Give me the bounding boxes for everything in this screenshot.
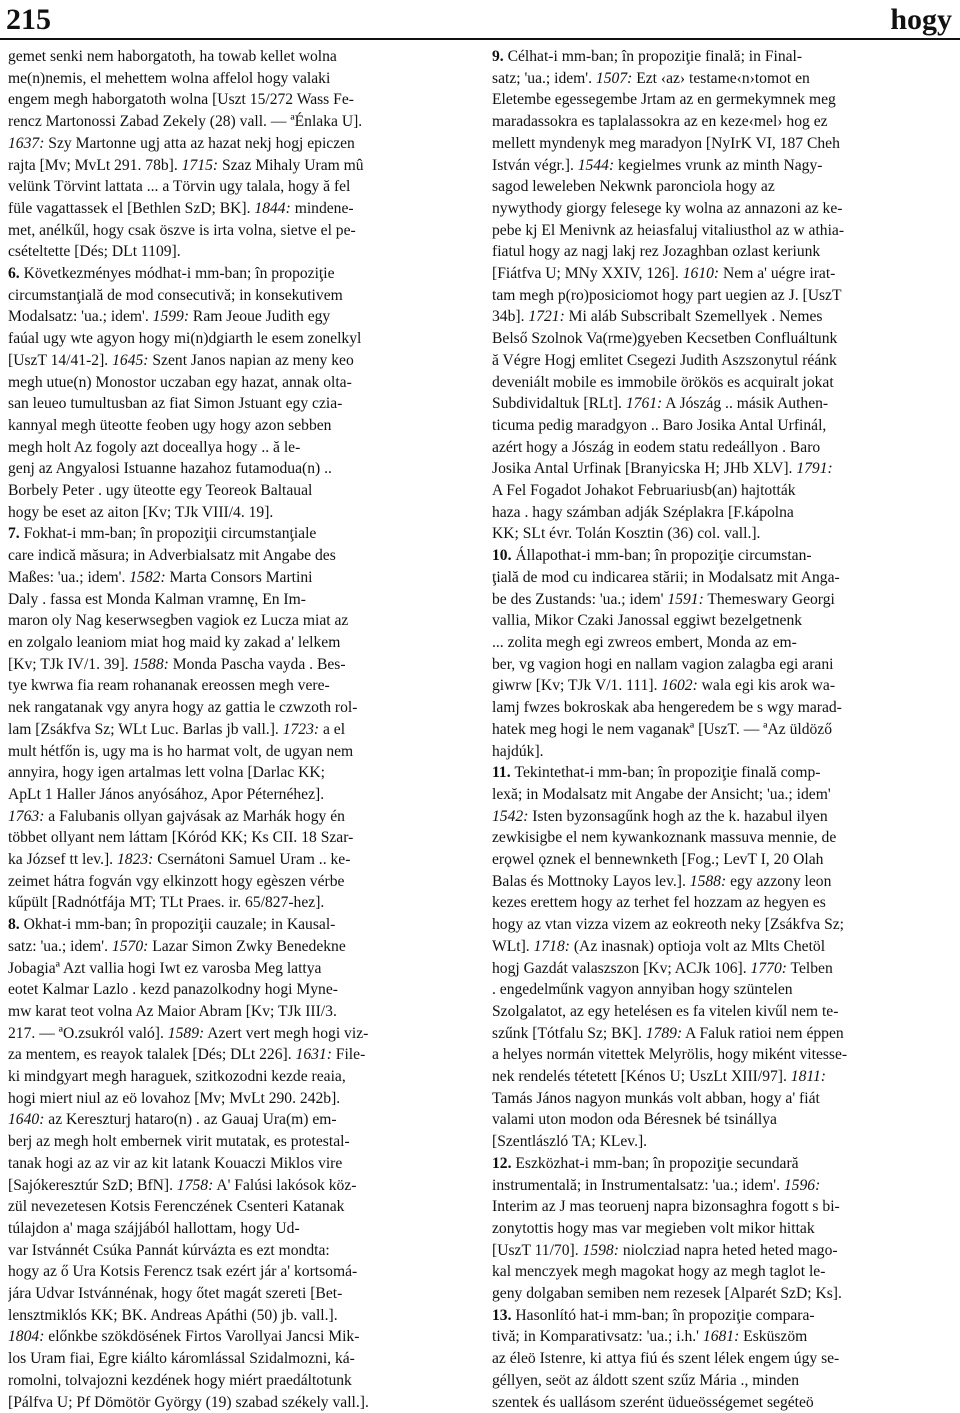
left-column-line: füle vagattassek el [Bethlen SzD; BK]. 1844: mindene- xyxy=(8,199,354,217)
right-column-line: pebe kj El Menivnk az heiasfaluj vitaliusthol az w athia- xyxy=(492,221,845,239)
left-column-line: faúal ugy wte agyon hogy mi(n)dgiarth le esem zonelkyl xyxy=(8,330,362,348)
right-column-line: ... zolita megh egi zwreos embert, Monda az em- xyxy=(492,633,797,651)
left-column-line: lensztmiklós KK; BK. Andreas Apáthi (50) jb. vall.]. xyxy=(8,1306,338,1324)
right-column-line: szűnk [Tótfalu Sz; BK]. 1789: A Faluk ratioi nem éppen xyxy=(492,1024,844,1042)
left-column-line: megh holt Az fogoly azt doceallya hogy .. ă le- xyxy=(8,438,301,456)
right-column-line: valami uton modon oda Béresnek bé tsinállya xyxy=(492,1111,777,1129)
left-column-line: en zolgalo leaniom miat hog maid ky zakad a' lelkem xyxy=(8,633,341,651)
right-column-line: Interim az J mas teoruenj napra bizonsaghra fogott s bi- xyxy=(492,1198,840,1216)
right-column-line: [UszT 11/70]. 1598: niolcziad napra heted heted mago- xyxy=(492,1241,838,1259)
right-column-line: giwrw [Kv; TJk V/1. 111]. 1602: wala egi kis arok wa- xyxy=(492,677,836,695)
right-column-line: 1542: Isten byzonsagűnk hogh az the k. hazabul ilyen xyxy=(492,807,828,825)
left-column-line: csételtette [Dés; DLt 1109]. xyxy=(8,243,181,261)
left-column-line: genj az Angyalosi Istuanne hazahoz futamodua(n) .. xyxy=(8,460,332,478)
left-column-line: többet ollyant nem láttam [Kóród KK; Ks CII. 18 Szar- xyxy=(8,829,354,847)
left-column-line: ApLt 1 Haller János anyósához, Apor Péternéhez]. xyxy=(8,785,325,803)
left-column-line: 6. Következményes módhat-i mm-ban; în propoziţie xyxy=(8,265,335,283)
left-column-line: kűpült [Radnótfája MT; TLt Praes. ir. 65/827-hez]. xyxy=(8,894,325,912)
left-column-line: zeimet hátra fogván vgy elkinzott hogy egèszen vérbe xyxy=(8,872,345,890)
left-column-line: Maßes: 'ua.; idem'. 1582: Marta Consors Martini xyxy=(8,568,313,586)
right-column-line: Szolgalatot, az egy hetelésen es fa vitelen kivűl nem te- xyxy=(492,1002,839,1020)
left-column-line: [Kv; TJk IV/1. 39]. 1588: Monda Pascha vayda . Bes- xyxy=(8,655,346,673)
left-column-line: circumstanţială de mod consecutivă; in konsekutivem xyxy=(8,286,343,304)
left-column-line: zül nevezetesen Kotsis Ferenczének Csenteri Katanak xyxy=(8,1198,345,1216)
left-column-line: jára Udvar Istvánnénak, hogy őtet magát szereti [Bet- xyxy=(8,1285,343,1303)
page-header xyxy=(0,0,960,40)
right-column-line: Subdividaltuk [RLt]. 1761: A Jószág .. másik Authen- xyxy=(492,395,829,413)
right-column-line: be des Zustands: 'ua.; idem' 1591: Themeswary Georgi xyxy=(492,590,835,608)
left-column-line: los Uram fiai, Egre kiálto káromlással Szidalmozni, ká- xyxy=(8,1350,355,1368)
right-column-line: deveniált mobile es immobile örökös es acquiralt jokat xyxy=(492,373,834,391)
left-column-line: tye kwrwa fia ream rohananak ereossen megh vere- xyxy=(8,677,330,695)
right-column-line: 9. Célhat-i mm-ban; în propoziţie finală; in Final- xyxy=(492,48,803,65)
right-column-line: Eletembe egessegembe Jrtam az en germekymnek meg xyxy=(492,91,836,109)
left-column-line: var Istvánnét Csúka Pannát kúrvázta es ezt mondta: xyxy=(8,1241,330,1259)
left-column-line: eotet Kalmar Lazlo . kezd panazolkodny hogi Myne- xyxy=(8,981,338,999)
right-column-line: nywythody giorgy felesege ky wolna az annazoni az ke- xyxy=(492,199,843,217)
right-column-line: haza . hagy számban adják Széplakra [F.kápolna xyxy=(492,503,794,521)
left-column-line: Daly . fassa est Monda Kalman vramnę, En Im- xyxy=(8,590,306,608)
right-column-line: 34b]. 1721: Mi aláb Subscribalt Szemellyek . Nemes xyxy=(492,308,823,326)
left-column-line: engem megh haborgatoth wolna [Uszt 15/272 Wass Fe- xyxy=(8,91,354,109)
right-column-line: . engedelműnk vagyon annyiban hogy szüntelen xyxy=(492,981,793,999)
right-column-line: Tamás János nagyon munkás volt abban, hogy a' fiát xyxy=(492,1089,820,1107)
right-column-line: instrumentală; in Instrumentalsatz: 'ua.; idem'. 1596: xyxy=(492,1176,821,1194)
left-column-line: romolni, tolvajozni kezdének hogy miért praedáltotunk xyxy=(8,1371,352,1389)
left-column-line: ki mindgyart megh haraguek, szitkozodni kezde reaia, xyxy=(8,1068,346,1086)
left-column-line: hogi miert niul az eö lovahoz [Mv; MvLt 290. 242b]. xyxy=(8,1089,341,1107)
running-headword: hogy xyxy=(890,3,952,36)
left-column-line: ka József tt lev.]. 1823: Csernátoni Samuel Uram .. ke- xyxy=(8,851,351,869)
right-column-line: ă Végre Hogj emlitet Csegezi Judith Aszszonytul réánk xyxy=(492,351,837,369)
right-column-line: nek rendelés tétetett [Kénos U; UszLt XIII/97]. 1811: xyxy=(492,1068,827,1086)
left-column-line: 1763: a Falubanis ollyan gajvásak az Marhák hogy én xyxy=(8,807,345,825)
right-column-line: ţială de mod cu indicarea stării; in Modalsatz mit Anga- xyxy=(492,568,840,586)
left-column-line: gemet senki nem haborgatoth, ha towab kellet wolna xyxy=(8,48,337,65)
left-column-line: [Sajókeresztúr SzD; BfN]. 1758: A' Falúsi lakósok köz- xyxy=(8,1176,357,1194)
left-column-line: maron oly Nag keserwsegben vagiok ez Lucza miat az xyxy=(8,612,349,630)
right-column-line: fiatul hogy az nagj lakj rez Jozaghban ozlast keriunk xyxy=(492,243,821,261)
right-column-line: vallia, Mikor Czaki Janossal eggiwt bezelgetnenk xyxy=(492,612,803,630)
left-column-line: met, anélkűl, hogy csak öszve is irta volna, sietve el pe- xyxy=(8,221,356,239)
right-column-line: tam megh p(ro)posiciomot hogy part uegien az J. [UszT xyxy=(492,286,842,304)
right-column-line: tivă; in Komparativsatz: 'ua.; i.h.' 1681: Esküszöm xyxy=(492,1328,808,1346)
left-column-line: nek rangatanak vgy anyra hogy az gattia le czwzoth rol- xyxy=(8,699,358,717)
right-column-line: lamj fwzes bokroskak aba hengeredem be s wgy marad- xyxy=(492,699,842,717)
right-column-line: hogj Gazdát valaszszon [Kv; ACJk 106]. 1770: Telben xyxy=(492,959,833,977)
left-column-line: za mentem, es reayok talalek [Dés; DLt 226]. 1631: File- xyxy=(8,1046,366,1064)
right-column-line: maradassokra es taplalassokra az en keze‹mel› hog ez xyxy=(492,113,828,131)
right-column-line: [Fiátfva U; MNy XXIV, 126]. 1610: Nem a' uégre irat- xyxy=(492,265,836,283)
right-column-line: hajdúk]. xyxy=(492,742,544,760)
right-column-line: satz; 'ua.; idem'. 1507: Ezt ‹az› testame‹n›tomot en xyxy=(492,69,810,87)
right-column-line: szentek és uallásom szerént üdueösségemet segéteö xyxy=(492,1393,814,1411)
left-column-line: 1637: Szy Martonne ugj atta az hazat nekj hogj epiczen xyxy=(8,134,355,152)
left-column-line: 1640: az Kereszturj hataro(n) . az Gauaj Ura(m) em- xyxy=(8,1111,337,1129)
left-column-line: velünk Törvint lattata ... a Törvin ugy talala, hogy ă fel xyxy=(8,178,351,196)
left-column-line: hogy be eset az aiton [Kv; TJk VIII/4. 19]. xyxy=(8,503,274,521)
right-column-line: sagod leweleben Nekwnk paronciola hogy az xyxy=(492,178,775,196)
left-column-line: berj az megh holt embernek virit mutatak, es protestal- xyxy=(8,1133,350,1151)
left-column-line: mw karat teot volna Az Maior Abram [Kv; TJk III/3. xyxy=(8,1002,337,1020)
left-column-line: 217. — ªO.zsukról való]. 1589: Azert vert megh hogi viz- xyxy=(8,1024,369,1042)
left-column-line: [Pálfva U; Pf Dömötör György (19) szabad székely vall.]. xyxy=(8,1393,369,1411)
right-column-line: lexă; in Modalsatz mit Angabe der Ansicht; 'ua.; idem' xyxy=(492,785,831,803)
page-number: 215 xyxy=(6,3,51,36)
right-column-line: KK; SLt évr. Tolán Kosztin (36) col. vall.]. xyxy=(492,525,761,543)
left-column-line: me(n)nemis, el mehettem wolna affelol hogy valaki xyxy=(8,69,331,87)
right-column-line: István végr.]. 1544: kegielmes vrunk az minth Nagy- xyxy=(492,156,823,174)
right-column-line: kal menczyek megh magokat hogy az megh taglot le- xyxy=(492,1263,826,1281)
right-column-line: ber, vg vagion hogi en nallam vagion zalagba egi arani xyxy=(492,655,834,673)
right-column-line: Josika Antal Urfinak [Branyicska H; JHb XLV]. 1791: xyxy=(492,460,833,478)
left-column-line: Jobagiaª Azt vallia hogi Iwt ez varosba Meg lattya xyxy=(8,959,322,977)
right-column-line: zewkisigbe el nem kywankoznank massuva mennie, de xyxy=(492,829,837,847)
right-column-line: hatek meg hogi le nem vaganakª [UszT. — ªAz üldöző xyxy=(492,720,833,738)
left-column-line: annyira, hogy igen artalmas lett volna [Darlac KK; xyxy=(8,764,325,782)
left-column-line: Modalsatz: 'ua.; idem'. 1599: Ram Jeoue Judith egy xyxy=(8,308,331,326)
right-column-line: WLt]. 1718: (Az inasnak) optioja volt az Mlts Chetöl xyxy=(492,937,826,955)
right-column-line: A Fel Fogadot Johakot Februariusb(an) hajtották xyxy=(492,482,796,500)
left-column-line: care indică măsura; in Adverbialsatz mit Angabe des xyxy=(8,547,336,565)
left-column-line: rajta [Mv; MvLt 291. 78b]. 1715: Szaz Mihaly Uram mû xyxy=(8,156,364,174)
left-column-line: san leueo tumultusban az fiat Simon Jstuant egy czia- xyxy=(8,395,343,413)
right-column-line: mellett myndenyk meg maradyon [NyIrK VI, 187 Cheh xyxy=(492,134,840,152)
right-column-line: zonytottis hogy mas var megieben volt mikor hittak xyxy=(492,1219,815,1237)
right-column-line: geny dolgaban semiben nem rezesek [Alparét SzD; Ks]. xyxy=(492,1285,842,1303)
right-column xyxy=(492,46,954,1413)
right-column-line: géllyen, seöt az áldott szent szűz Mária ., minden xyxy=(492,1371,800,1389)
left-column-line: megh utue(n) Monostor uczaban egy hazat, annak olta- xyxy=(8,373,352,391)
right-column-line: ticuma pedig maradgyon .. Baro Josika Antal Urfinál, xyxy=(492,416,827,434)
right-column-line: hogy az vtan vizza vizem az eokreoth neky [Zsákfva Sz; xyxy=(492,916,845,934)
left-column-line: tanak hogi az az vir az kit latank Kouaczi Miklos vire xyxy=(8,1154,343,1172)
header-rule xyxy=(0,38,960,40)
left-column-line: satz: 'ua.; idem'. 1570: Lazar Simon Zwky Benedekne xyxy=(8,937,346,955)
right-column-line: 10. Állapothat-i mm-ban; în propoziţie circumstan- xyxy=(492,547,812,565)
right-column-line: az éleö Istenre, ki attya fiú és szent lélek engem úgy se- xyxy=(492,1350,840,1368)
left-column-line: Borbely Peter . ugy üteotte egy Teoreok Baltaual xyxy=(8,482,313,500)
right-column-line: kezes erettem hogy az terhet fel hozzam az hegyen es xyxy=(492,894,826,912)
left-column-line: rencz Martonossi Zabad Zekely (28) vall. — ªÉnlaka U]. xyxy=(8,113,363,131)
right-column-line: [Szentlászló TA; KLev.]. xyxy=(492,1133,648,1151)
left-column xyxy=(8,46,470,1413)
left-column-line: lam [Zsákfva Sz; WLt Luc. Barlas jb vall.]. 1723: a el xyxy=(8,720,346,738)
right-column-line: a helyes normán vitettek Melyrölis, hogy miként vitesse- xyxy=(492,1046,848,1064)
right-column-line: Belső Szolnok Va(rme)gyeben Kecsetben Confluáltunk xyxy=(492,330,838,348)
left-column-line: hogy az ő Ura Kotsis Ferencz tsak ezért jár a' kortsomá- xyxy=(8,1263,358,1281)
right-column-line: 13. Hasonlító hat-i mm-ban; în propoziţie compara- xyxy=(492,1306,815,1324)
left-column-line: 8. Okhat-i mm-ban; în propoziţii cauzale; in Kausal- xyxy=(8,916,336,934)
left-column-line: túlajdon a' maga szájjából hallottam, hogy Ud- xyxy=(8,1219,300,1237)
right-column-line: 11. Tekintethat-i mm-ban; în propoziţie finală comp- xyxy=(492,764,821,782)
right-column-line: 12. Eszközhat-i mm-ban; în propoziţie secundară xyxy=(492,1154,799,1172)
left-column-line: 7. Fokhat-i mm-ban; în propoziţii circumstanţiale xyxy=(8,525,317,543)
left-column-line: kannyal megh üteotte feoben ugy hogy azon sebben xyxy=(8,416,332,434)
left-column-line: mult hétfőn is, ugy ma is ho harmat volt, de ugyan nem xyxy=(8,742,354,760)
right-column-line: azért hogy a Jószág in eodem statu redeállyon . Baro xyxy=(492,438,821,456)
left-column-line: [UszT 14/41-2]. 1645: Szent Janos napian az meny keo xyxy=(8,351,354,369)
right-column-line: Balas és Mottnoky Layos lev.]. 1588: egy azzony leon xyxy=(492,872,832,890)
right-column-line: erǫwel ǫznek el bennewnketh [Fog.; LevT I, 20 Olah xyxy=(492,851,824,869)
left-column-line: 1804: előnkbe szökdösének Firtos Varollyai Jancsi Mik- xyxy=(8,1328,360,1346)
